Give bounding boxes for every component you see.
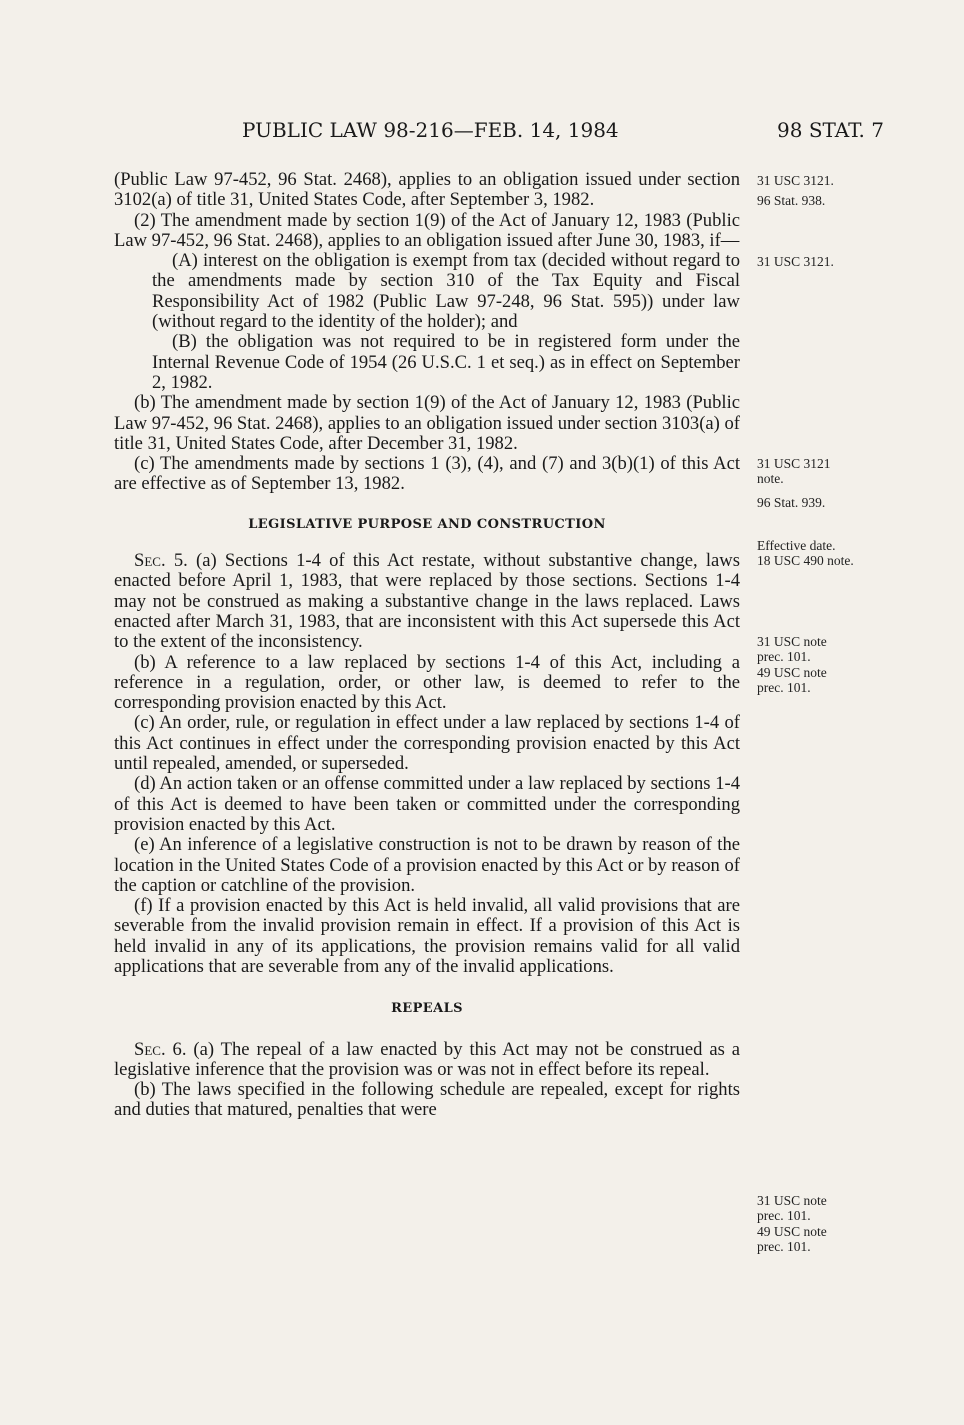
subparagraph: (B) the obligation was not required to be in registered form under the Internal Revenue Code of 1954 (26 U.S.C. 1 et seq.) as in effect on September 2, 1982. xyxy=(152,331,740,393)
section-heading: REPEALS xyxy=(391,1001,463,1017)
subparagraph: (A) interest on the obligation is exempt from tax (decided without regard to the amendments made by section 310 of the Tax Equity and Fiscal Responsibility Act of 1982 (Public Law 97-248, 96 Stat. 595)) under law (without regard to the identity of the holder); and xyxy=(152,250,740,333)
margin-note: prec. 101. xyxy=(757,1239,811,1254)
margin-note: prec. 101. xyxy=(757,649,811,664)
page-header xyxy=(114,118,884,150)
margin-note: 18 USC 490 note. xyxy=(757,553,854,568)
main-text xyxy=(114,170,740,1121)
margin-note: 31 USC note xyxy=(757,634,827,649)
margin-note: prec. 101. xyxy=(757,680,811,695)
margin-note: note. xyxy=(757,471,784,486)
margin-note: 96 Stat. 938. xyxy=(757,193,826,208)
margin-note: Effective date. xyxy=(757,538,836,553)
page-title: PUBLIC LAW 98-216—FEB. 14, 1984 xyxy=(242,118,619,142)
paragraph: (Public Law 97-452, 96 Stat. 2468), applies to an obligation issued under section 3102(a) of title 31, United States Code, after September 3, 1982. xyxy=(114,169,740,211)
margin-note: 31 USC note xyxy=(757,1193,827,1208)
paragraph: (f) If a provision enacted by this Act is held invalid, all valid provisions that are severable from the invalid provision remain in effect. If a provision of this Act is held invalid in any of its applications, the provision remains valid for all valid applications that are severable from any of the invalid applications. xyxy=(114,895,740,977)
paragraph-text: (a) The repeal of a law enacted by this Act may not be construed as a legislative inference that the provision was or was not in effect before its repeal. xyxy=(114,1038,740,1080)
paragraph xyxy=(114,1040,740,1081)
margin-note: 49 USC note xyxy=(757,1224,827,1239)
section-heading: LEGISLATIVE PURPOSE AND CONSTRUCTION xyxy=(248,516,606,532)
margin-note: 49 USC note xyxy=(757,665,827,680)
paragraph: (b) The amendment made by section 1(9) of the Act of January 12, 1983 (Public Law 97-452, 96 Stat. 2468), applies to an obligation issued under section 3103(a) of title 31, United States Code, after December 31, 1982. xyxy=(114,392,740,454)
paragraph: (d) An action taken or an offense committed under a law replaced by sections 1-4 of this Act is deemed to have been taken or committed under the corresponding provision enacted by this Act. xyxy=(114,773,740,835)
margin-note: 96 Stat. 939. xyxy=(757,495,826,510)
paragraph-text: (a) Sections 1-4 of this Act restate, without substantive change, laws enacted before April 1, 1983, that were replaced by those sections. Sections 1-4 may not be construed as making a substantive change in the laws replaced. Laws enacted after March 31, 1983, that are inconsistent with this Act supersede this Act to the extent of the inconsistency. xyxy=(114,550,740,653)
page-number: 98 STAT. 7 xyxy=(777,118,884,142)
paragraph: (2) The amendment made by section 1(9) of the Act of January 12, 1983 (Public Law 97-452, 96 Stat. 2468), applies to an obligation issued after June 30, 1983, if— xyxy=(114,209,740,251)
margin-note: 31 USC 3121. xyxy=(757,173,834,188)
paragraph: (b) The laws specified in the following schedule are repealed, except for rights and duties that matured, penalties that were xyxy=(114,1079,740,1121)
margin-note: 31 USC 3121. xyxy=(757,254,834,269)
paragraph: (e) An inference of a legislative construction is not to be drawn by reason of the location in the United States Code of a provision enacted by this Act or by reason of the caption or catchline of the provision. xyxy=(114,834,740,896)
paragraph: (c) The amendments made by sections 1 (3), (4), and (7) and 3(b)(1) of this Act are effective as of September 13, 1982. xyxy=(114,453,740,495)
paragraph xyxy=(114,551,740,652)
paragraph: (b) A reference to a law replaced by sections 1-4 of this Act, including a reference in a regulation, order, or other law, is deemed to refer to the corresponding provision enacted by this Act. xyxy=(114,651,740,714)
section-label: Sec. 6. xyxy=(134,1038,187,1060)
paragraph: (c) An order, rule, or regulation in effect under a law replaced by sections 1-4 of this Act continues in effect under the corresponding provision enacted by this Act until repealed, amended, or superseded. xyxy=(114,712,740,775)
section-label: Sec. 5. xyxy=(134,550,188,572)
margin-note: prec. 101. xyxy=(757,1208,811,1223)
margin-note: 31 USC 3121 xyxy=(757,456,831,471)
